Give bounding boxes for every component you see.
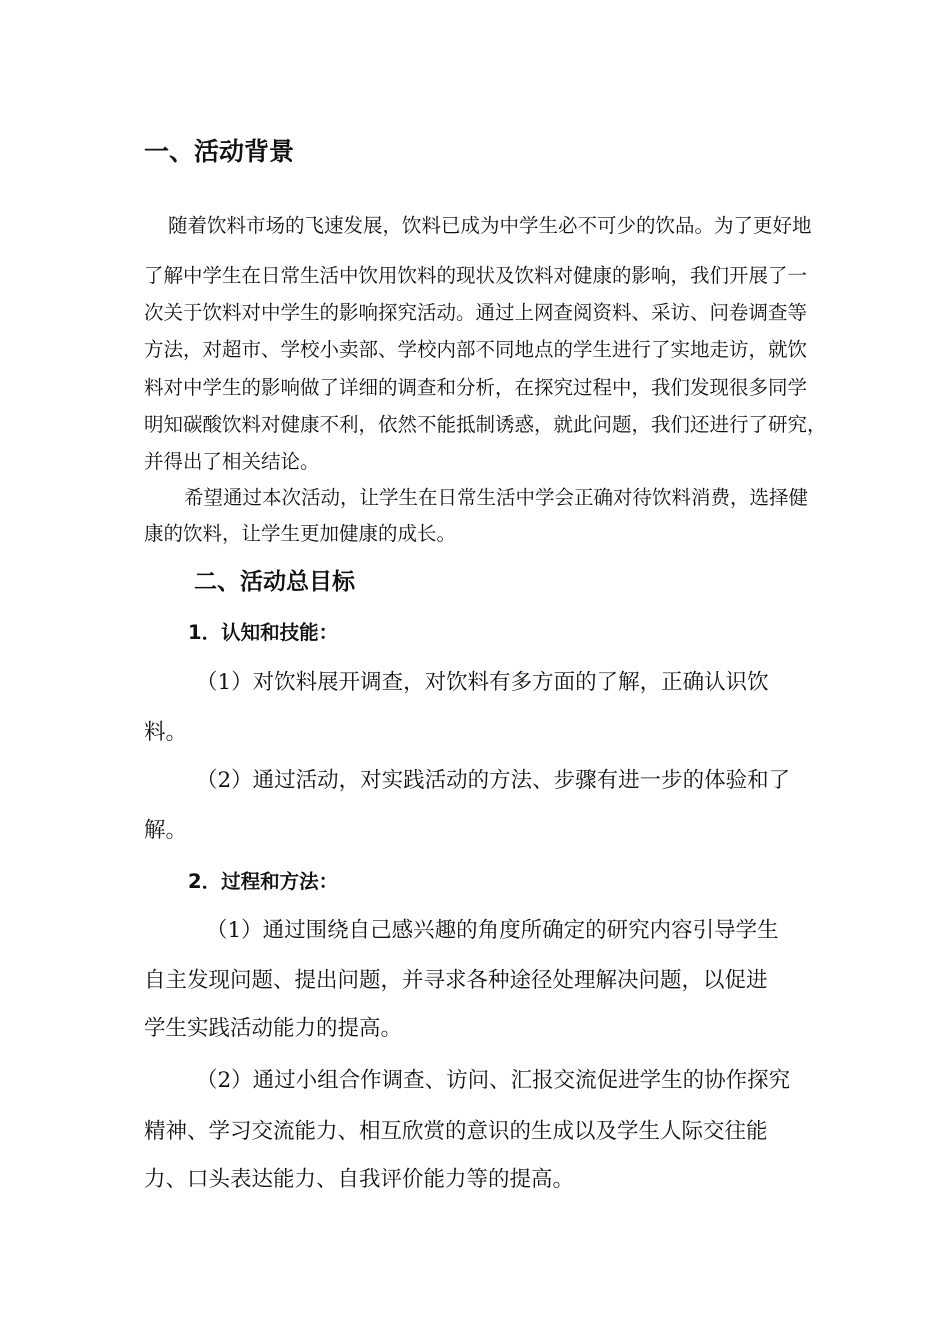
section-heading-goals: 二、活动总目标 xyxy=(194,569,355,595)
text-line: （1）通过围绕自己感兴趣的角度所确定的研究内容引导学生 xyxy=(206,918,779,943)
text-line: （2）通过活动，对实践活动的方法、步骤有进一步的体验和了 xyxy=(196,768,791,793)
text-line: 方法，对超市、学校小卖部、学校内部不同地点的学生进行了实地走访，就饮 xyxy=(144,338,808,361)
text-line: （1）对饮料展开调查，对饮料有多方面的了解，正确认识饮 xyxy=(196,670,769,695)
subsection-heading-process: 2．过程和方法： xyxy=(188,870,339,893)
text-line: 希望通过本次活动，让学生在日常生活中学会正确对待饮料消费，选择健 xyxy=(184,486,809,509)
text-line: 康的饮料，让学生更加健康的成长。 xyxy=(144,522,457,545)
text-line: 料。 xyxy=(144,720,188,745)
text-line: 了解中学生在日常生活中饮用饮料的现状及饮料对健康的影响，我们开展了一 xyxy=(144,264,808,287)
text-line: 随着饮料市场的飞速发展，饮料已成为中学生必不可少的饮品。为了更好地 xyxy=(168,214,812,237)
text-line: 精神、学习交流能力、相互欣赏的意识的生成以及学生人际交往能 xyxy=(144,1119,768,1144)
text-line: 自主发现问题、提出问题，并寻求各种途径处理解决问题，以促进 xyxy=(144,968,768,993)
section-heading-background: 一、活动背景 xyxy=(144,137,295,166)
subsection-heading-cognition: 1．认知和技能： xyxy=(188,621,339,644)
text-line: 学生实践活动能力的提高。 xyxy=(144,1016,403,1041)
text-line: 料对中学生的影响做了详细的调查和分析，在探究过程中，我们发现很多同学 xyxy=(144,376,808,399)
text-line: 解。 xyxy=(144,818,188,843)
text-line: 并得出了相关结论。 xyxy=(144,450,320,473)
text-line: 次关于饮料对中学生的影响探究活动。通过上网查阅资料、采访、问卷调查等 xyxy=(144,301,808,324)
text-line: 明知碳酸饮料对健康不利，依然不能抵制诱惑，就此问题，我们还进行了研究， xyxy=(144,413,827,436)
text-line: 力、口头表达能力、自我评价能力等的提高。 xyxy=(144,1167,575,1192)
text-line: （2）通过小组合作调查、访问、汇报交流促进学生的协作探究 xyxy=(196,1068,791,1093)
